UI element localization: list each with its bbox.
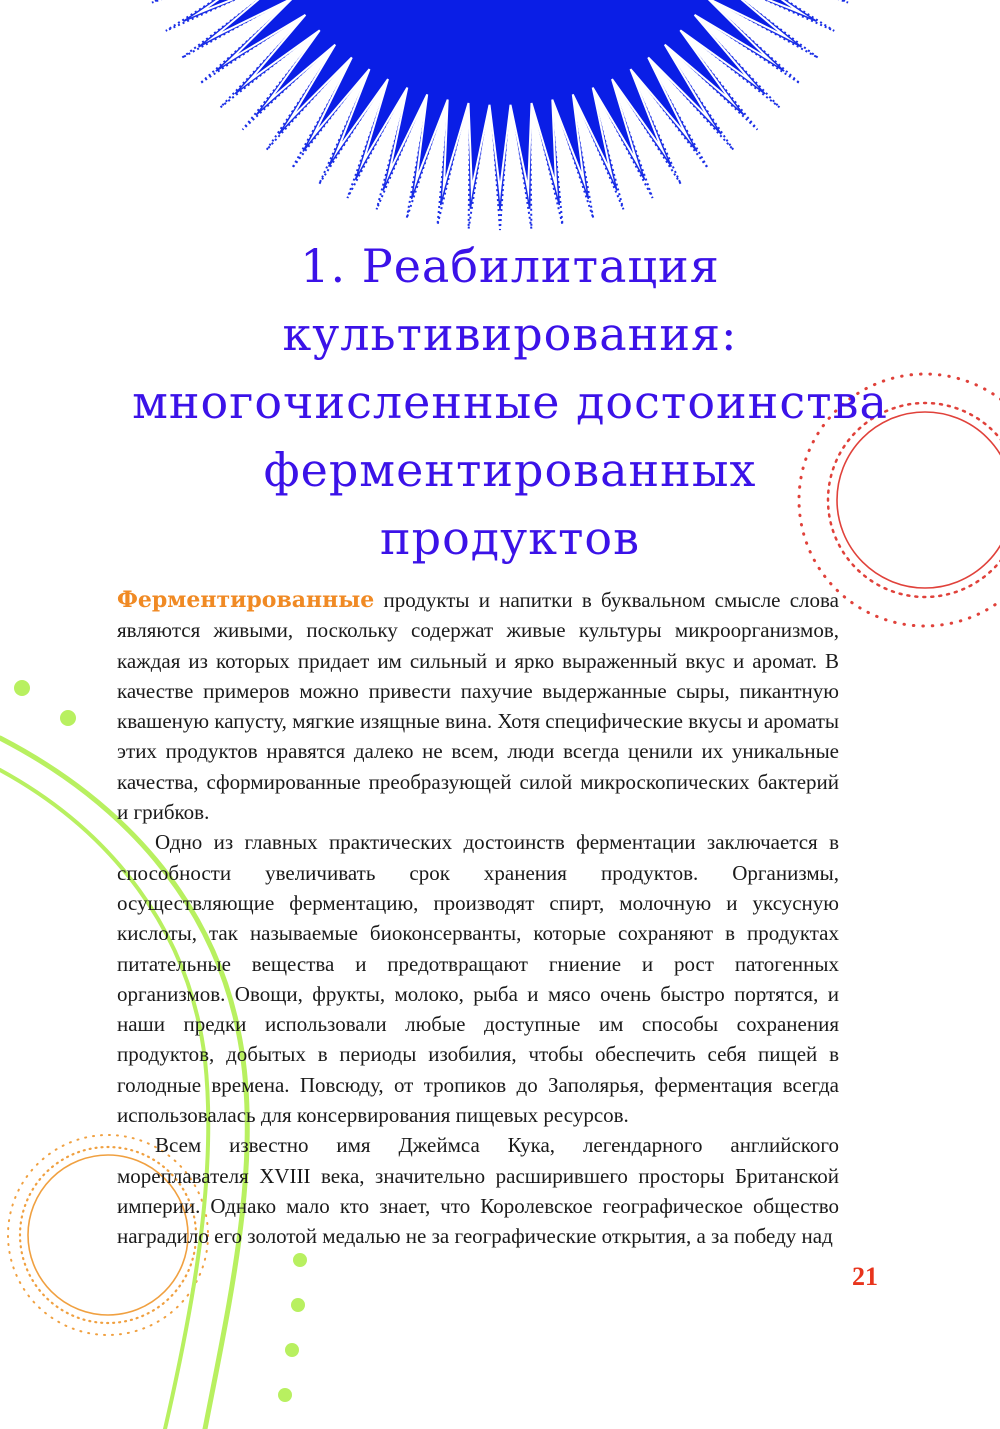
sunburst-icon bbox=[160, 0, 840, 190]
title-line: 1. Реабилитация bbox=[300, 239, 720, 293]
body-text bbox=[117, 585, 839, 1252]
paragraph: Одно из главных практических достоинств ферментации заключается в способности увеличивать срок хранения продуктов. Организмы, осуществляющие ферментацию, производят спирт, молочную и уксусную кислоты, так называемые биоконсерванты, которые сохраняют в продуктах питательные вещества и предотвращают гниение и рост патогенных организмов. Овощи, фрукты, молоко, рыба и мясо очень быстро портятся, и наши предки использовали любые доступные им способы сохранения продуктов, добытых в периоды изобилия, чтобы обеспечить себя пищей в голодные времена. Повсюду, от тропиков до Заполярья, ферментация всегда использовалась для консервирования пищевых ресурсов. bbox=[117, 830, 839, 1128]
paragraph-text: продукты и напитки в буквальном смысле слова являются живыми, поскольку содержат живые культуры микроорганизмов, каждая из которых придает им сильный и ярко выраженный вкус и аромат. В качестве примеров можно привести пахучие выдержанные сыры, пикантную квашеную капусту, мягкие изящные вина. Хотя специфические вкусы и ароматы этих продуктов нравятся далеко не всем, люди всегда ценили их уникальные качества, сформированные преобразующей силой микроскопических бактерий и грибков. bbox=[117, 588, 839, 825]
title-line: многочисленные достоинства bbox=[132, 375, 888, 429]
paragraph bbox=[117, 585, 839, 827]
title-line: культивирования: bbox=[282, 307, 738, 361]
title-line: ферментированных bbox=[263, 443, 757, 497]
title-line: продуктов bbox=[380, 511, 640, 565]
chapter-title bbox=[130, 232, 890, 572]
page-number: 21 bbox=[852, 1262, 878, 1291]
paragraph: Всем известно имя Джеймса Кука, легендарного английского мореплавателя XVIII века, значительно расширившего просторы Британской империи. Однако мало кто знает, что Королевское географическое общество наградило его золотой медалью не за географические открытия, а за победу над bbox=[117, 1133, 839, 1249]
lead-word: Ферментированные bbox=[117, 587, 375, 613]
